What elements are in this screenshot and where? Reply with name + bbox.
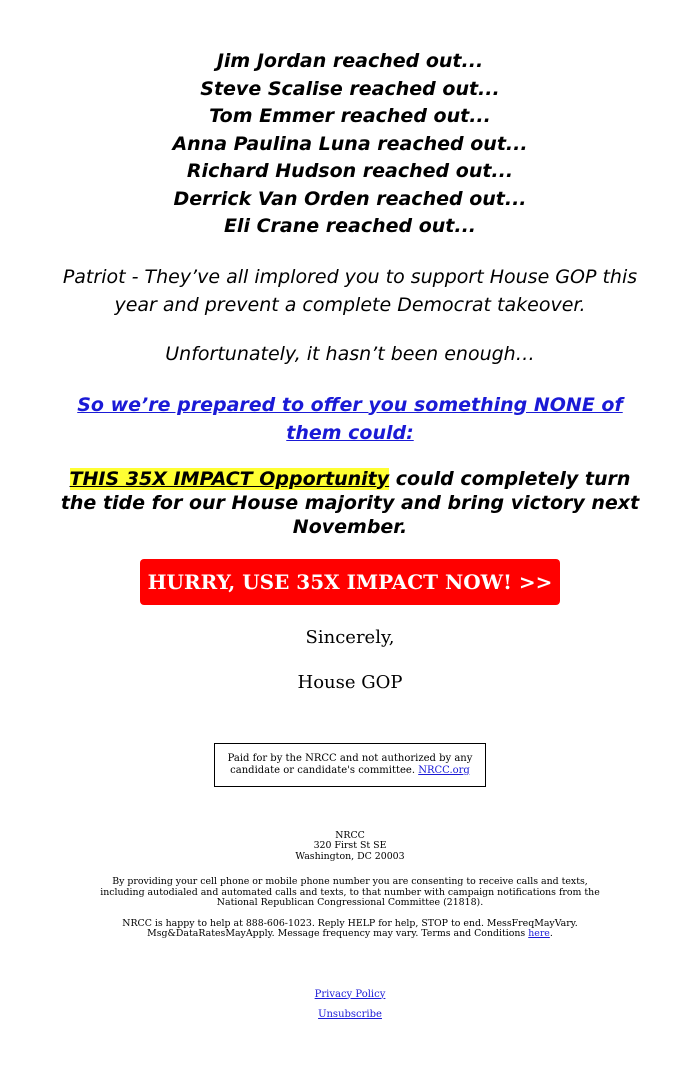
offer-link[interactable]: So we’re prepared to offer you something NONE of them could: [77, 393, 623, 444]
impact-highlight-text[interactable]: THIS 35X IMPACT Opportunity [69, 467, 390, 490]
paid-for-disclaimer [214, 743, 486, 787]
signature: House GOP [297, 671, 403, 693]
help-text [0, 919, 700, 940]
mailing-address [0, 831, 700, 863]
reached-out-line: Richard Hudson reached out... [186, 160, 514, 182]
offer-paragraph [0, 391, 700, 447]
reached-out-line: Derrick Van Orden reached out... [173, 187, 527, 210]
impact-paragraph [0, 467, 700, 539]
unsubscribe-link[interactable]: Unsubscribe [318, 1008, 382, 1020]
cta-row [0, 559, 700, 605]
privacy-policy-link[interactable]: Privacy Policy [314, 988, 386, 1000]
terms-link[interactable]: here [528, 928, 550, 939]
unfortunately-paragraph: Unfortunately, it hasn’t been enough… [165, 342, 535, 365]
consent-text: By providing your cell phone or mobile phone number you are consenting to receive calls and texts, including autodialed and automated calls and texts, to that number with campaign notifications from the National Republican Congressional Committee (21818). [100, 876, 600, 908]
address-org: NRCC [335, 829, 365, 841]
impact-highlight [70, 468, 390, 490]
reached-out-line: Jim Jordan reached out... [216, 50, 484, 72]
address-city: Washington, DC 20003 [295, 850, 405, 862]
reached-out-line: Eli Crane reached out... [223, 215, 477, 237]
impact-now-button[interactable]: HURRY, USE 35X IMPACT NOW! >> [140, 559, 560, 605]
nrcc-org-link[interactable]: NRCC.org [418, 764, 470, 776]
footer-links [0, 985, 700, 1025]
help-body: NRCC is happy to help at 888-606-1023. Reply HELP for help, STOP to end. MessFreqMayVary. Msg&DataRatesMayApply. Message frequency may vary. Terms and Conditions [122, 917, 578, 939]
reached-out-line: Tom Emmer reached out... [209, 105, 491, 127]
signoff: Sincerely, [305, 626, 395, 648]
disclaimer-text: Paid for by the NRCC and not authorized by any candidate or candidate's committee. [227, 752, 473, 776]
address-street: 320 First St SE [313, 840, 387, 851]
reached-out-line: Anna Paulina Luna reached out... [172, 132, 528, 155]
intro-paragraph: Patriot - They’ve all implored you to support House GOP this year and prevent a complete Democrat takeover. [62, 265, 638, 316]
reached-out-list [0, 0, 700, 241]
help-end: . [549, 928, 553, 939]
impact-rest-text: could completely turn the tide for our House majority and bring victory next November. [60, 467, 640, 538]
reached-out-line: Steve Scalise reached out... [200, 77, 500, 100]
